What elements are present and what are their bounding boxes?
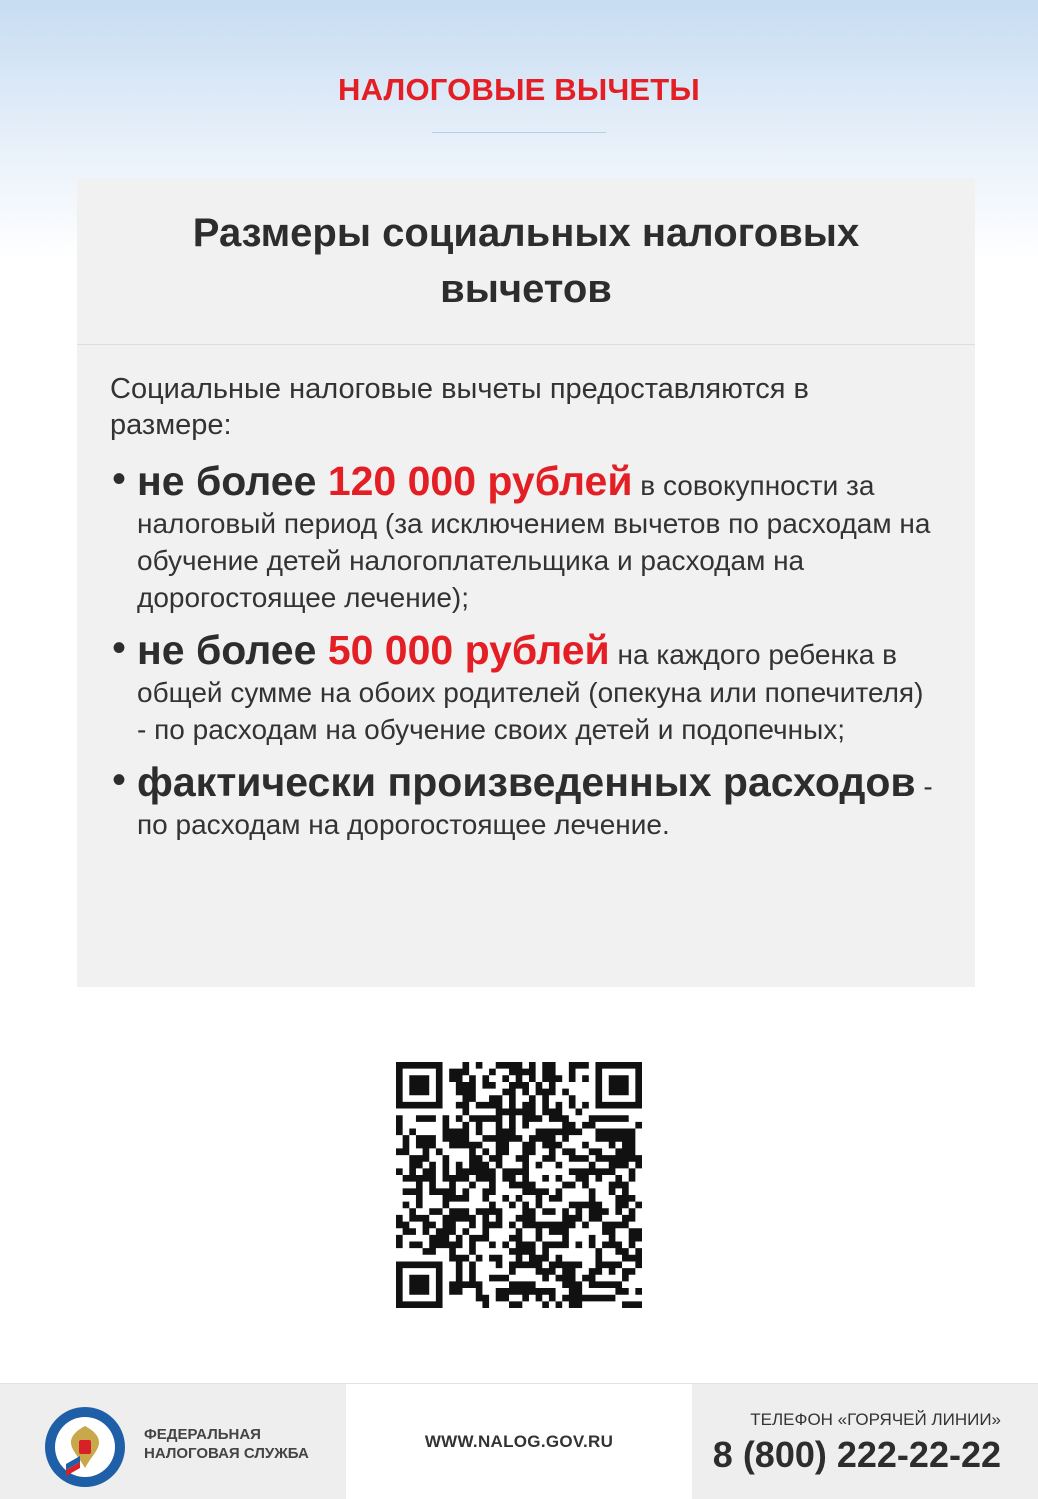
deduction-amount: 50 000 рублей bbox=[327, 627, 610, 673]
footer bbox=[0, 1383, 1038, 1499]
bullet-icon: • bbox=[112, 758, 127, 802]
bullet-lead: не более bbox=[137, 627, 328, 673]
bullet-lead: не более bbox=[137, 458, 328, 504]
card-title: Размеры социальных налоговых вычетов bbox=[192, 211, 860, 311]
hotline-number[interactable]: 8 (800) 222-22-22 bbox=[712, 1434, 1001, 1475]
org-name-line: НАЛОГОВАЯ СЛУЖБА bbox=[144, 1445, 309, 1462]
deduction-item bbox=[110, 457, 940, 616]
org-name-line: ФЕДЕРАЛЬНАЯ bbox=[144, 1426, 261, 1443]
bullet-text: на каждого ребенка в общей сумме на обоих родителей (опекуна или попечителя) - по расходам на обучение своих детей и подопечных; bbox=[137, 639, 924, 745]
bullet-text: в совокупности за налоговый период (за исключением вычетов по расходам на обучение детей налогоплательщика и расходам на дорогостоящее лечение); bbox=[137, 470, 931, 613]
website-panel bbox=[346, 1384, 692, 1499]
header-divider bbox=[432, 132, 606, 133]
deduction-amount: 120 000 рублей bbox=[327, 458, 633, 504]
deduction-item bbox=[110, 758, 940, 843]
card-body bbox=[77, 345, 975, 843]
bullet-text: - по расходам на дорогостоящее лечение. bbox=[137, 771, 933, 840]
deduction-list bbox=[110, 457, 975, 843]
bullet-icon: • bbox=[112, 626, 127, 670]
qr-modules bbox=[396, 1062, 642, 1308]
hotline-label: ТЕЛЕФОН «ГОРЯЧЕЙ ЛИНИИ» bbox=[750, 1410, 1001, 1429]
bullet-icon: • bbox=[112, 457, 127, 501]
info-card bbox=[77, 178, 975, 987]
page-header-title: НАЛОГОВЫЕ ВЫЧЕТЫ bbox=[337, 72, 700, 107]
qr-code[interactable] bbox=[396, 1062, 642, 1308]
website-link[interactable]: WWW.NALOG.GOV.RU bbox=[424, 1432, 614, 1451]
qr-code-graphic bbox=[396, 1062, 642, 1308]
intro-text: Социальные налоговые вычеты предоставляются в размере: bbox=[110, 373, 809, 441]
fns-emblem-icon bbox=[44, 1406, 126, 1488]
deduction-item bbox=[110, 626, 940, 748]
organization-name bbox=[144, 1425, 309, 1463]
card-header bbox=[77, 178, 975, 345]
bullet-lead: фактически произведенных расходов bbox=[137, 759, 916, 805]
